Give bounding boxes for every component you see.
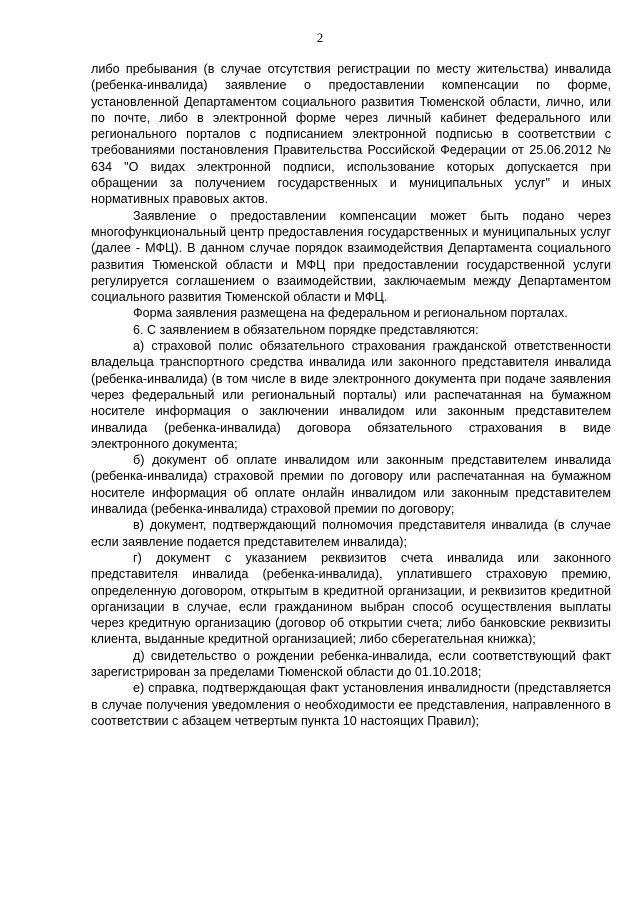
- paragraph-mfc-submission: Заявление о предоставлении компенсации может быть подано через многофункциональный центр предоставления государственных и муниципальных услуг (далее - МФЦ). В данном случае порядок взаимодействия Департамента социального развития Тюменской области и МФЦ при предоставлении государственной услуги регулируется соглашением о взаимодействии, заключаемым между Департаментом социального развития Тюменской области и МФЦ.: [91, 208, 611, 305]
- paragraph-item-a: а) страховой полис обязательного страхования гражданской ответственности владельца транспортного средства инвалида или законного представителя инвалида (ребенка-инвалида) (в том числе в виде электронного документа при подаче заявления через федеральный или региональный порталы) или распечатанная на бумажном носителе информация о заключении инвалидом или законным представителем инвалида (ребенка-инвалида) договора обязательного страхования в виде электронного документа;: [91, 339, 611, 451]
- paragraph-continuation: либо пребывания (в случае отсутствия регистрации по месту жительства) инвалида (ребенка-инвалида) заявление о предоставлении компенсации по форме, установленной Департаментом социального развития Тюменской области, лично, или по почте, либо в электронной форме через личный кабинет федерального или регионального порталов с подписанием электронной подписью в соответствии с требованиями постановления Правительства Российской Федерации от 25.06.2012 № 634 "О видах электронной подписи, использование которых допускается при обращении за получением государственных и муниципальных услуг" и иных нормативных правовых актов.: [91, 62, 611, 207]
- document-body: [91, 61, 611, 729]
- paragraph-item-d: д) свидетельство о рождении ребенка-инвалида, если соответствующий факт зарегистрирован за пределами Тюменской области до 01.10.2018;: [91, 648, 611, 679]
- paragraph-item-g: г) документ с указанием реквизитов счета инвалида или законного представителя инвалида (ребенка-инвалида), уплатившего страховую премию, определенную договором, открытым в кредитной организации, и реквизитов кредитной организации в случае, если гражданином выбран способ осуществления выплаты через кредитную организацию (договор об открытии счета; либо банковские реквизиты клиента, выданные кредитной организацией; либо сберегательная книжка);: [91, 550, 611, 647]
- paragraph-item-6-heading: 6. С заявлением в обязательном порядке представляются:: [133, 322, 479, 337]
- page-number: 2: [316, 30, 324, 45]
- paragraph-item-e: е) справка, подтверждающая факт установления инвалидности (представляется в случае получения уведомления о необходимости ее представления, направленного в соответствии с абзацем четвертым пункта 10 настоящих Правил);: [91, 681, 611, 728]
- paragraph-item-v: в) документ, подтверждающий полномочия представителя инвалида (в случае если заявление подается представителем инвалида);: [91, 518, 611, 549]
- paragraph-form-location: Форма заявления размещена на федеральном и региональном порталах.: [133, 306, 568, 321]
- paragraph-item-b: б) документ об оплате инвалидом или законным представителем инвалида (ребенка-инвалида) страховой премии по договору или распечатанная на бумажном носителе информация об оплате онлайн инвалидом или законным представителем инвалида (ребенка-инвалида) страховой премии по договору;: [91, 453, 611, 517]
